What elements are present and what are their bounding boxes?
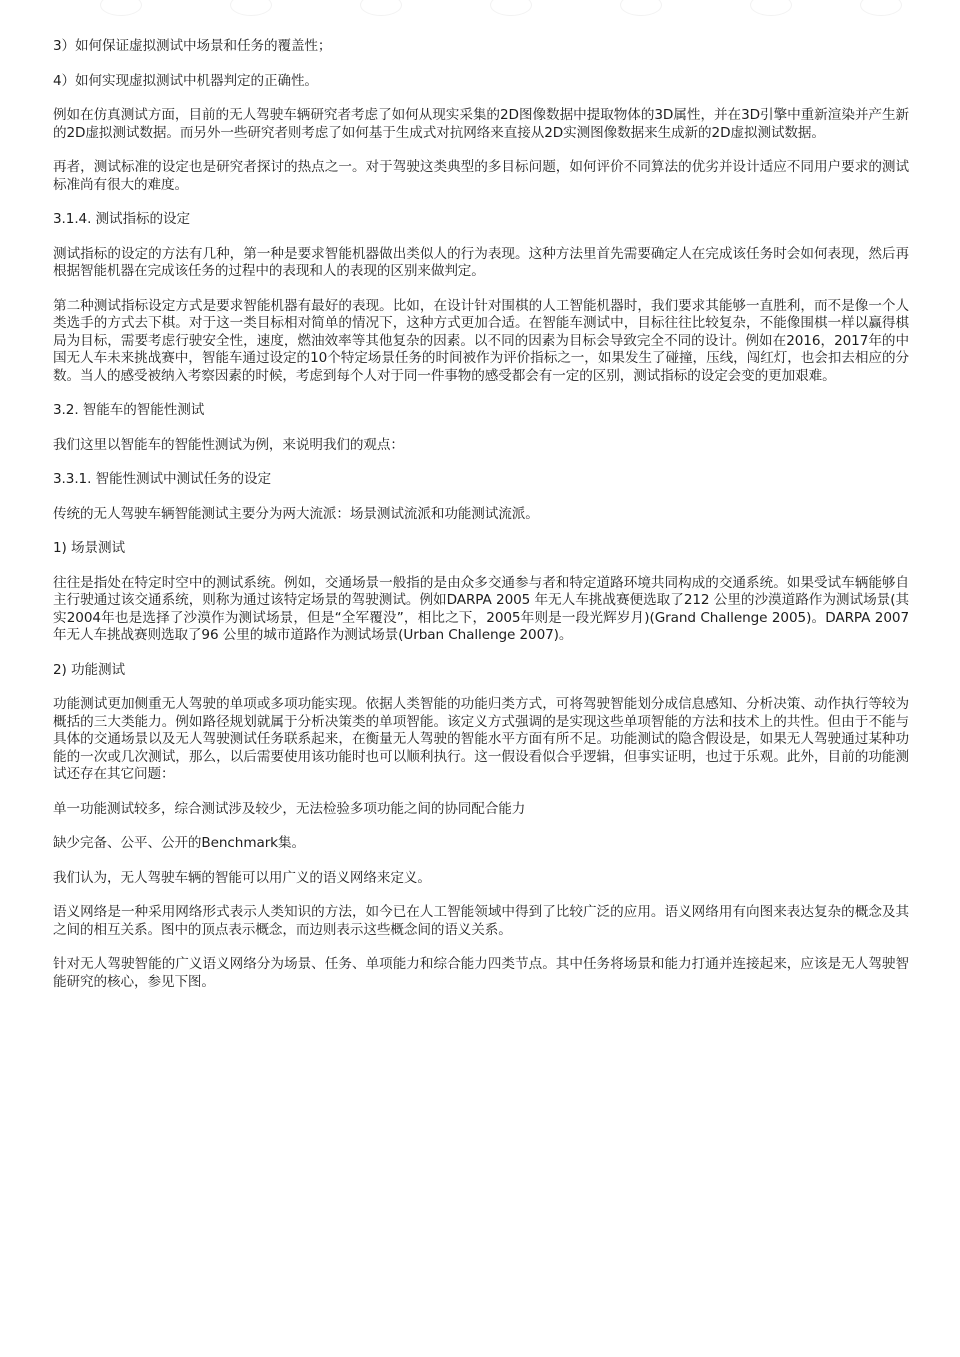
subsection-heading: 1) 场景测试: [53, 540, 125, 556]
document-body: [53, 38, 909, 1008]
subsection-heading: 2) 功能测试: [53, 661, 125, 678]
paragraph: 测试指标的设定的方法有几种，第一种是要求智能机器做出类似人的行为表现。这种方法里首先需要确定人在完成该任务时会如何表现，然后再根据智能机器在完成该任务的过程中的表现和人的表现的区别来做判定。: [53, 245, 909, 279]
section-heading: 3.1.4. 测试指标的设定: [53, 211, 190, 227]
watermark-mark: [360, 0, 402, 16]
list-item: 缺少完备、公平、公开的Benchmark集。: [53, 835, 305, 851]
paragraph: 再者，测试标准的设定也是研究者探讨的热点之一。对于驾驶这类典型的多目标问题，如何评价不同算法的优劣并设计适应不同用户要求的测试标准尚有很大的难度。: [53, 159, 909, 193]
section-heading: 3.2. 智能车的智能性测试: [53, 402, 205, 418]
paragraph: 往往是指处在特定时空中的测试系统。例如，交通场景一般指的是由众多交通参与者和特定道路环境共同构成的交通系统。如果受试车辆能够自主行驶通过该交通系统，则称为通过该特定场景的驾驶测试。例如DARPA 2005 年无人车挑战赛便选取了212 公里的沙漠道路作为测试场景(其实2004年也是选择了沙漠作为测试场景，但是“全军覆没”，相比之下，2005年则是一段光辉岁月)(Grand Challenge 2005)。DARPA 2007 年无人车挑战赛则选取了96 公里的城市道路作为测试场景(Urban Challenge 2007)。: [53, 574, 909, 643]
watermark-mark: [750, 0, 792, 16]
watermark-mark: [100, 0, 142, 16]
paragraph: 第二种测试指标设定方式是要求智能机器有最好的表现。比如，在设计针对围棋的人工智能机器时，我们要求其能够一直胜利，而不是像一个人类选手的方式去下棋。对于这一类目标相对简单的情况下，这种方式更加合适。在智能车测试中，目标往往比较复杂，不能像围棋一样以赢得棋局为目标，需要考虑行驶安全性，速度，燃油效率等其他复杂的因素。以不同的因素为目标会导致完全不同的设计。例如在2016，2017年的中国无人车未来挑战赛中，智能车通过设定的10个特定场景任务的时间被作为评价指标之一，如果发生了碰撞，压线，闯红灯，也会扣去相应的分数。当人的感受被纳入考察因素的时候，考虑到每个人对于同一件事物的感受都会有一定的区别，测试指标的设定会变的更加艰难。: [53, 297, 909, 384]
list-item: 3）如何保证虚拟测试中场景和任务的覆盖性；: [53, 38, 332, 54]
list-item: 单一功能测试较多，综合测试涉及较少，无法检验多项功能之间的协同配合能力: [53, 800, 526, 817]
paragraph: 我们认为，无人驾驶车辆的智能可以用广义的语义网络来定义。: [53, 869, 431, 886]
paragraph: 传统的无人驾驶车辆智能测试主要分为两大流派：场景测试流派和功能测试流派。: [53, 505, 539, 522]
paragraph: 针对无人驾驶智能的广义语义网络分为场景、任务、单项能力和综合能力四类节点。其中任务将场景和能力打通并连接起来，应该是无人驾驶智能研究的核心，参见下图。: [53, 956, 909, 990]
section-heading: 3.3.1. 智能性测试中测试任务的设定: [53, 471, 271, 487]
watermark-mark: [860, 0, 902, 16]
paragraph: 功能测试更加侧重无人驾驶的单项或多项功能实现。依据人类智能的功能归类方式，可将驾驶智能划分成信息感知、分析决策、动作执行等较为概括的三大类能力。例如路径规划就属于分析决策类的单项智能。该定义方式强调的是实现这些单项智能的方法和技术上的共性。但由于不能与具体的交通场景以及无人驾驶测试任务联系起来，在衡量无人驾驶的智能水平方面有所不足。功能测试的隐含假设是，如果无人驾驶通过某种功能的一次或几次测试，那么，以后需要使用该功能时也可以顺利执行。这一假设看似合乎逻辑，但事实证明，也过于乐观。此外，目前的功能测试还存在其它问题：: [53, 696, 909, 782]
watermark-mark: [490, 0, 532, 16]
paragraph: 例如在仿真测试方面，目前的无人驾驶车辆研究者考虑了如何从现实采集的2D图像数据中提取物体的3D属性，并在3D引擎中重新渲染并产生新的2D虚拟测试数据。而另外一些研究者则考虑了如何基于生成式对抗网络来直接从2D实测图像数据来生成新的2D虚拟测试数据。: [53, 107, 909, 141]
paragraph: 语义网络是一种采用网络形式表示人类知识的方法，如今已在人工智能领域中得到了比较广泛的应用。语义网络用有向图来表达复杂的概念及其之间的相互关系。图中的顶点表示概念，而边则表示这些概念间的语义关系。: [53, 904, 909, 938]
paragraph: 我们这里以智能车的智能性测试为例，来说明我们的观点：: [53, 436, 404, 453]
list-item: 4）如何实现虚拟测试中机器判定的正确性。: [53, 72, 318, 89]
watermark-mark: [620, 0, 662, 16]
watermark-mark: [230, 0, 272, 16]
watermark-strip: [0, 0, 960, 22]
